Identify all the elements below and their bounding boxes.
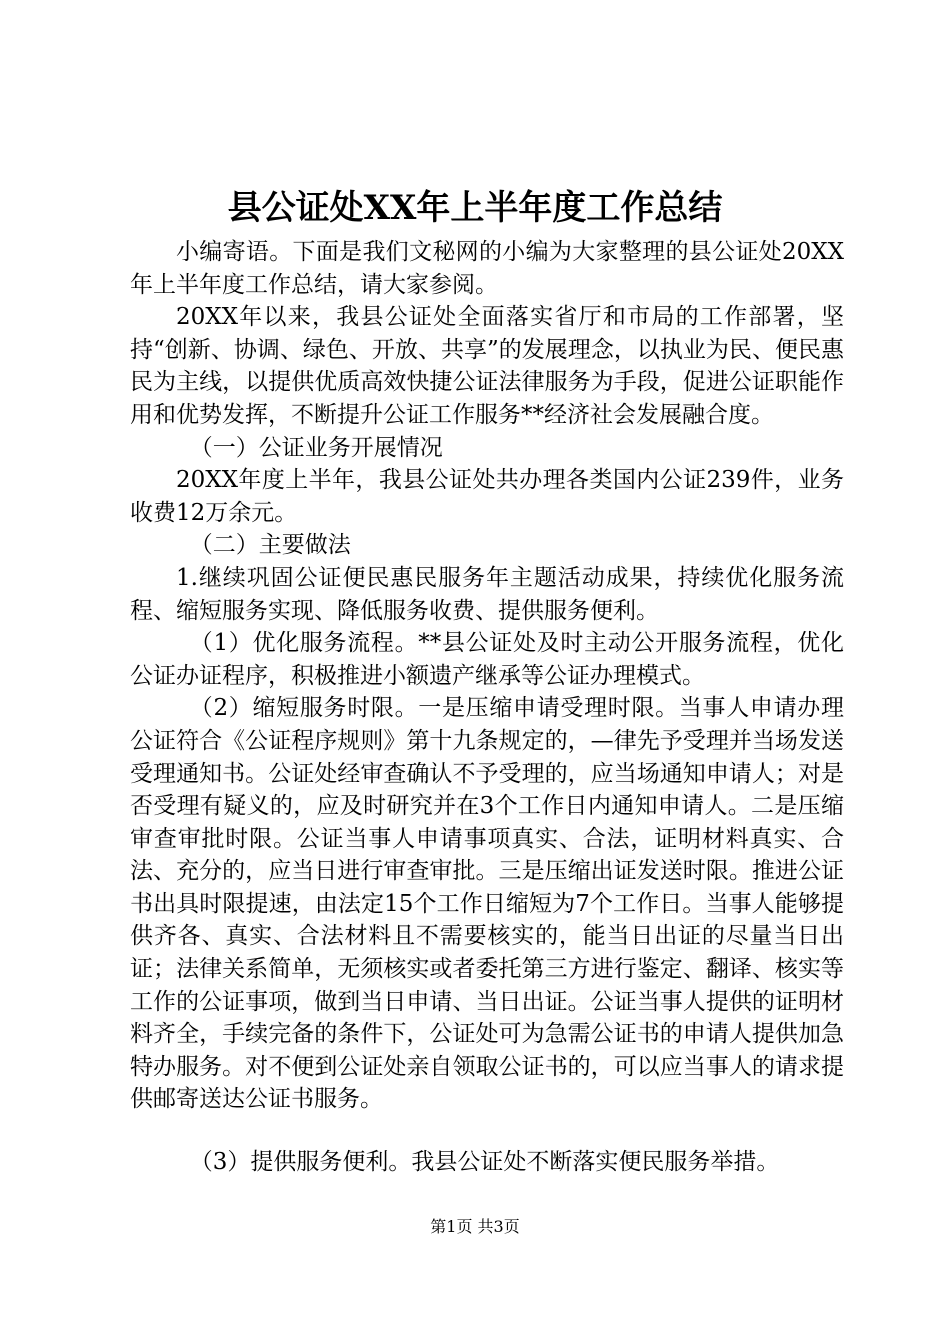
paragraph-subitem-3: （3）提供服务便利。我县公证处不断落实便民服务举措。 <box>189 1149 780 1176</box>
document-body <box>130 236 844 1179</box>
document-title: 县公证处XX年上半年度工作总结 <box>227 188 723 228</box>
page-number: 第1页 共3页 <box>430 1217 520 1236</box>
paragraph-subitem-2: （2）缩短服务时限。一是压缩申请受理时限。当事人申请办理公证符合《公证程序规则》第十九条规定的，—律先予受理并当场发送受理通知书。公证处经审查确认不予受理的，应当场通知申请人；对是否受理有疑义的，应及时研究并在3个工作日内通知申请人。二是压缩审查审批时限。公证当事人申请事项真实、合法，证明材料真实、合法、充分的，应当日进行审查审批。三是压缩出证发送时限。推进公证书出具时限提速，由法定15个工作日缩短为7个工作日。当事人能够提供齐各、真实、合法材料且不需要核实的，能当日出证的尽量当日出证；法律关系简单，无须核实或者委托第三方进行鉴定、翻译、核实等工作的公证事项，做到当日申请、当日出证。公证当事人提供的证明材料齐全，手续完备的条件下，公证处可为急需公证书的申请人提供加急特办服务。对不便到公证处亲自领取公证书的，可以应当事人的请求提供邮寄送达公证书服务。 <box>130 695 844 1113</box>
section-heading-1: （一）公证业务开展情况 <box>189 434 443 461</box>
section-heading-2: （二）主要做法 <box>189 532 351 559</box>
paragraph-overview: 20XX年以来，我县公证处全面落实省厅和市局的工作部署，坚持“创新、协调、绿色、开放、共享”的发展理念，以执业为民、便民惠民为主线，以提供优质高效快捷公证法律服务为手段，促进公证职能作用和优势发挥，不断提升公证工作服务**经济社会发展融合度。 <box>130 304 844 428</box>
paragraph-item-1: 1.继续巩固公证便民惠民服务年主题活动成果，持续优化服务流程、缩短服务实现、降低服务收费、提供服务便利。 <box>130 564 844 624</box>
paragraph-subitem-1: （1）优化服务流程。**县公证处及时主动公开服务流程，优化公证办证程序，积极推进小额遗产继承等公证办理模式。 <box>130 630 844 689</box>
paragraph-intro: 小编寄语。下面是我们文秘网的小编为大家整理的县公证处20XX年上半年度工作总结，请大家参阅。 <box>130 239 844 298</box>
paragraph-statistics: 20XX年度上半年，我县公证处共办理各类国内公证239件，业务收费12万余元。 <box>130 467 844 526</box>
